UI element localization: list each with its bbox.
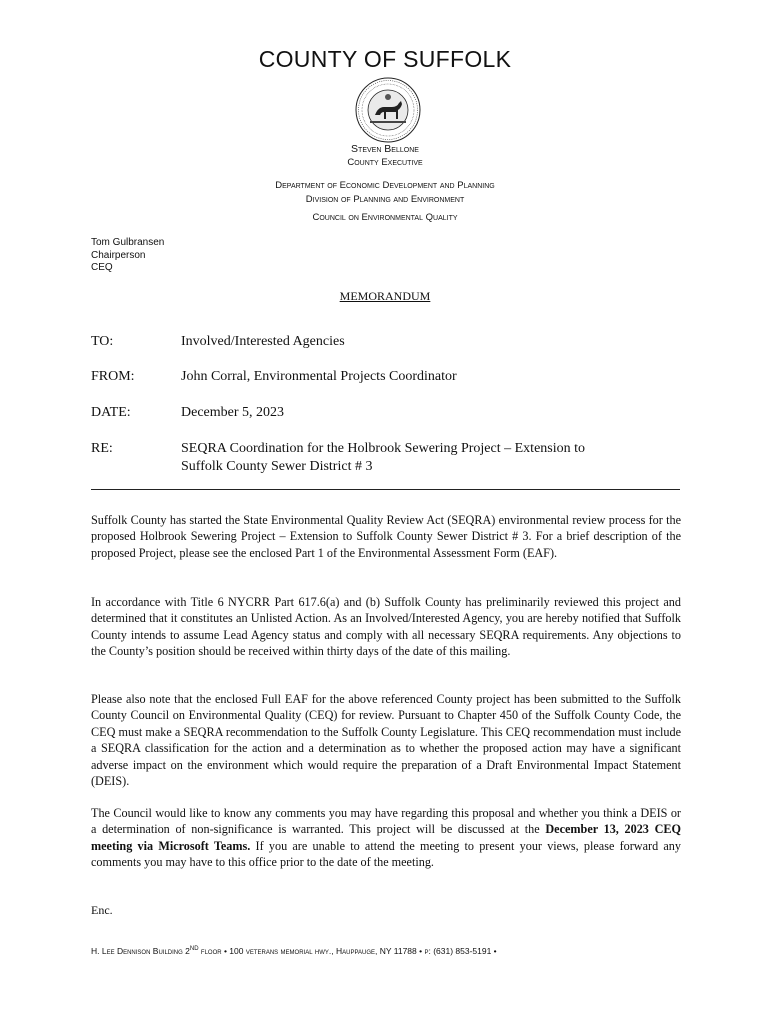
- to-label: TO:: [91, 334, 114, 349]
- re-value-line2: Suffolk County Sewer District # 3: [181, 459, 373, 474]
- letterhead-title: COUNTY OF SUFFOLK: [258, 46, 512, 72]
- sender-block: [91, 237, 164, 275]
- from-value: John Corral, Environmental Projects Coordinator: [181, 369, 457, 384]
- sender-name: Tom Gulbransen: [91, 237, 165, 248]
- re-label: RE:: [91, 441, 113, 456]
- memorandum-label: MEMORANDUM: [339, 289, 431, 303]
- footer-address: [91, 946, 497, 956]
- county-executive-name: Steven Bellone: [351, 143, 419, 155]
- date-label: DATE:: [91, 405, 131, 420]
- footer-address-part1: H. Lee Dennison Building 2: [91, 946, 190, 956]
- to-value: Involved/Interested Agencies: [181, 334, 345, 349]
- meeting-date-bold: December 13, 2023 CEQ meeting via Microsoft Teams.: [91, 822, 681, 853]
- enclosure-note: Enc.: [91, 903, 113, 917]
- header-divider: [91, 489, 680, 490]
- county-seal-icon: [355, 77, 421, 143]
- sender-org: CEQ: [91, 262, 113, 273]
- from-label: FROM:: [91, 369, 135, 384]
- paragraph-3: Please also note that the enclosed Full EAF for the above referenced County project has been submitted to the Suffolk County Council on Environmental Quality (CEQ) for review. Pursuant to Chapter 450 of the Suffolk County Code, the CEQ must make a SEQRA recommendation to the Suffolk County Legislature. This CEQ recommendation must include a SEQRA classification for the action and a determination as to whether the proposed action may have a significant adverse impact on the environment which would require the preparation of a Draft Environmental Impact Statement (DEIS).: [91, 692, 681, 789]
- council-name: Council on Environmental Quality: [312, 212, 458, 223]
- paragraph-4: [91, 805, 681, 871]
- paragraph-2: In accordance with Title 6 NYCRR Part 617.6(a) and (b) Suffolk County has preliminarily reviewed this project and determined that it constitutes an Unlisted Action. As an Involved/Interested Agency, you are hereby notified that Suffolk County intends to assume Lead Agency status and comply with all necessary SEQRA requirements. Any objections to the County’s position should be received within thirty days of the date of this mailing.: [91, 595, 681, 659]
- re-value-line1: SEQRA Coordination for the Holbrook Sewering Project – Extension to: [181, 441, 586, 456]
- footer-floor-sup: ND: [189, 946, 199, 953]
- paragraph-1: Suffolk County has started the State Environmental Quality Review Act (SEQRA) environmental review process for the proposed Holbrook Sewering Project – Extension to Suffolk County Sewer District # 3. For a brief description of the proposed Project, please see the enclosed Part 1 of the Environmental Assessment Form (EAF).: [91, 513, 681, 560]
- footer-address-part2: floor • 100 veterans memorial hwy., Hauppauge, NY 11788 • p: (631) 853-5191 •: [198, 946, 497, 956]
- division-name: Division of Planning and Environment: [305, 194, 465, 205]
- department-name: Department of Economic Development and Planning: [275, 180, 495, 191]
- sender-role: Chairperson: [91, 249, 146, 261]
- paragraph-4-text-end: If you are unable to attend the meeting to present your views, please forward any comments you may have to this office prior to the date of the meeting.: [91, 838, 681, 870]
- date-value: December 5, 2023: [181, 405, 285, 420]
- paragraph-4-text: The Council would like to know any comments you may have regarding this proposal and whether you think a DEIS or a determination of non-significance is warranted. This project will be discussed at the: [91, 806, 681, 837]
- re-value: [181, 440, 651, 476]
- county-executive-title: County Executive: [347, 157, 423, 168]
